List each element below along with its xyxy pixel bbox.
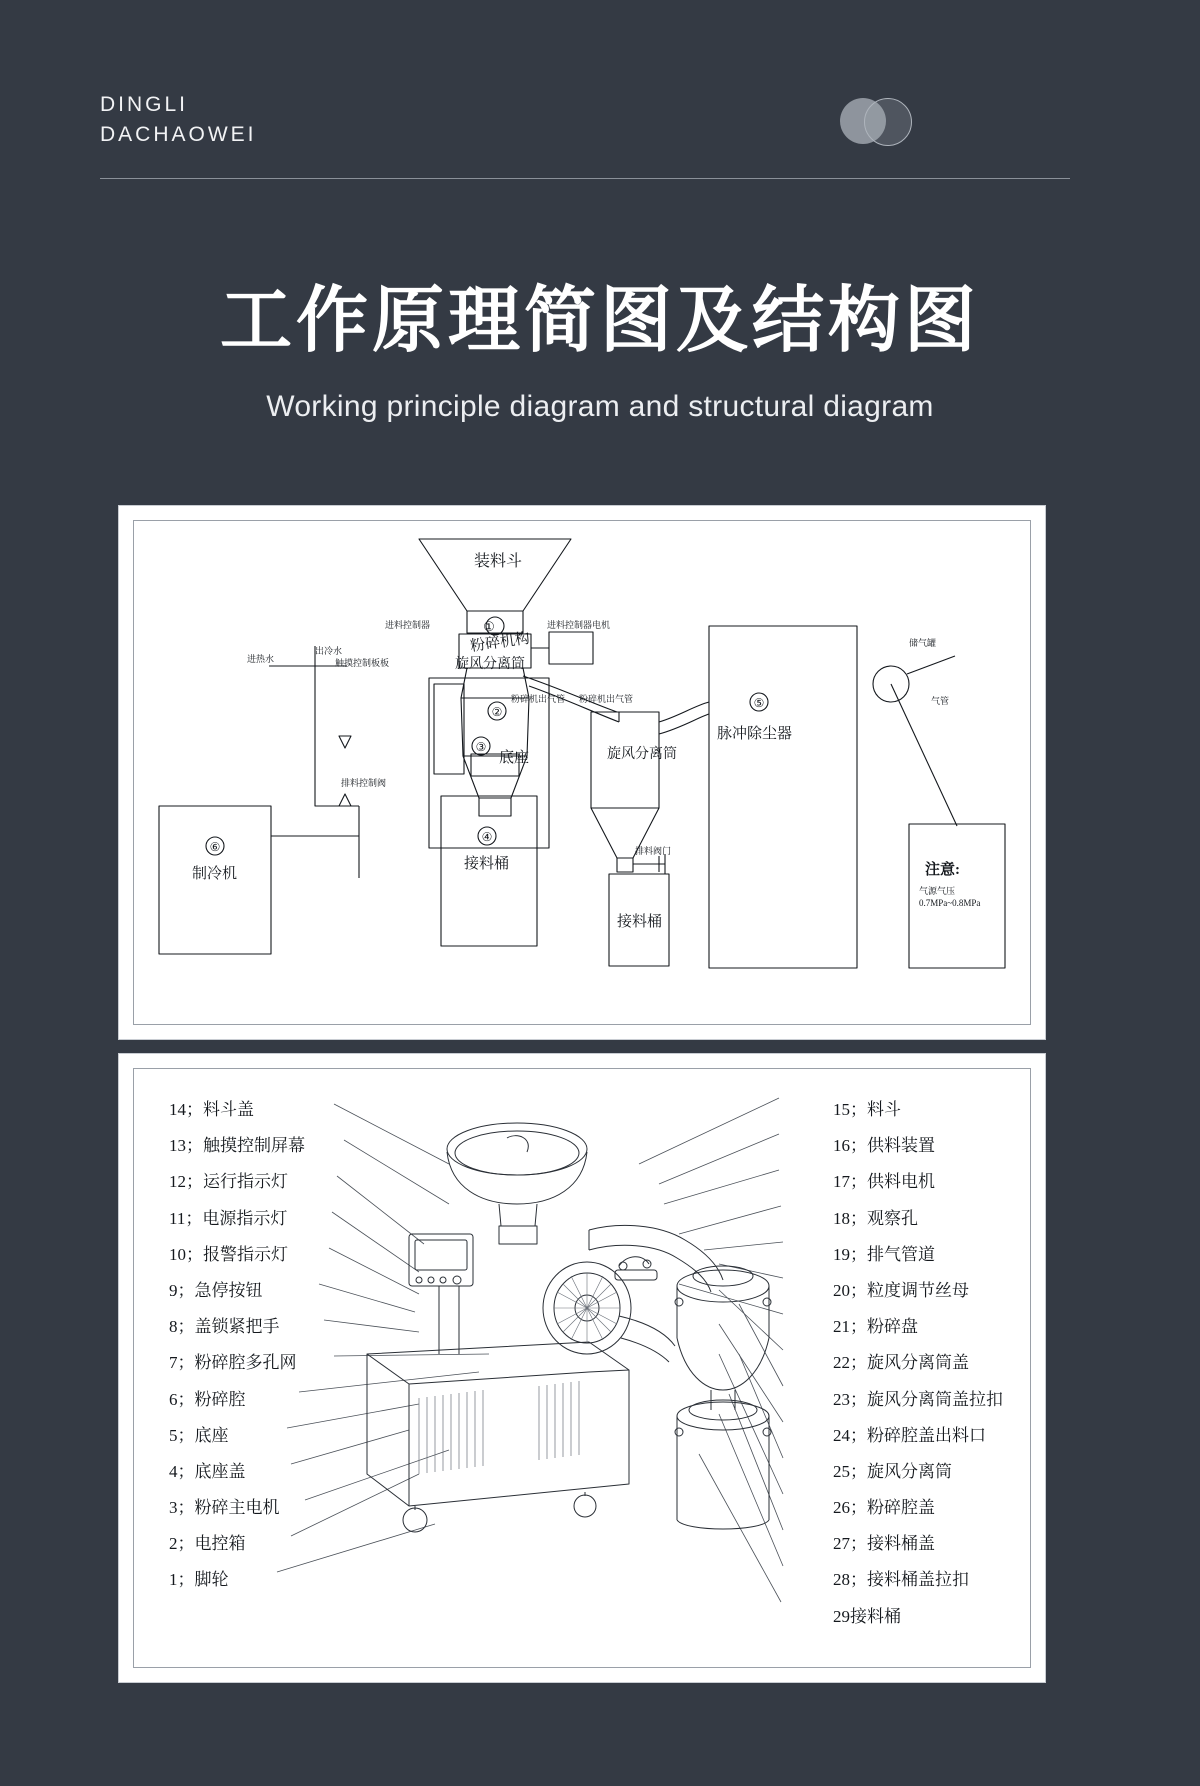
structure-legend-left	[169, 1092, 305, 1599]
list-item: 11；电源指示灯	[169, 1208, 288, 1228]
svg-text:粉碎机出气管: 粉碎机出气管	[511, 694, 566, 704]
list-item: 24；粉碎腔盖出料口	[833, 1425, 986, 1445]
list-item: 14；料斗盖	[169, 1100, 254, 1119]
svg-text:装料斗: 装料斗	[474, 553, 523, 570]
logo-circle-outline	[864, 98, 912, 146]
svg-text:粉碎机出气管: 粉碎机出气管	[579, 694, 634, 704]
list-item: 5；底座	[169, 1425, 229, 1445]
working-principle-schematic	[119, 506, 1045, 1039]
list-item: 21；粉碎盘	[833, 1317, 918, 1337]
svg-text:制冷机: 制冷机	[192, 866, 238, 882]
brand-line-2: DACHAOWEI	[100, 123, 257, 147]
svg-text:⑥: ⑥	[209, 840, 221, 854]
list-item: 26；粉碎腔盖	[833, 1498, 935, 1518]
svg-text:①: ①	[483, 619, 495, 634]
list-item: 29接料桶	[833, 1606, 901, 1626]
svg-text:接料桶: 接料桶	[617, 914, 663, 930]
svg-text:排料阀门: 排料阀门	[635, 846, 672, 856]
list-item: 2；电控箱	[169, 1534, 246, 1554]
page-subtitle: Working principle diagram and structural diagram	[266, 390, 934, 423]
svg-text:粉碎机构: 粉碎机构	[469, 630, 531, 655]
list-item: 23；旋风分离筒盖拉扣	[833, 1389, 1003, 1409]
svg-text:储气罐: 储气罐	[909, 638, 937, 648]
list-item: 25；旋风分离筒	[833, 1461, 952, 1481]
svg-text:0.7MPa~0.8MPa: 0.7MPa~0.8MPa	[919, 898, 981, 908]
svg-text:脉冲除尘器: 脉冲除尘器	[717, 726, 793, 742]
svg-text:④: ④	[481, 830, 493, 844]
list-item: 4；底座盖	[169, 1461, 246, 1481]
header-divider	[100, 178, 1070, 179]
structure-legend-right	[833, 1092, 1003, 1635]
list-item: 22；旋风分离筒盖	[833, 1353, 969, 1373]
list-item: 19；排气管道	[833, 1244, 935, 1264]
svg-text:进料控制器: 进料控制器	[385, 620, 431, 630]
svg-text:③: ③	[475, 740, 487, 754]
list-item: 6；粉碎腔	[169, 1389, 246, 1409]
overlapping-circles-logo-icon	[840, 98, 910, 144]
svg-text:出冷水: 出冷水	[315, 646, 343, 656]
list-item: 20；粒度调节丝母	[833, 1280, 969, 1300]
list-item: 3；粉碎主电机	[169, 1498, 280, 1518]
svg-text:旋风分离筒: 旋风分离筒	[607, 747, 677, 762]
list-item: 13；触摸控制屏幕	[169, 1136, 305, 1156]
svg-text:气管: 气管	[931, 696, 950, 706]
svg-text:进料控制器电机: 进料控制器电机	[547, 620, 611, 630]
list-item: 17；供料电机	[833, 1172, 935, 1192]
svg-text:旋风分离筒: 旋风分离筒	[455, 657, 525, 672]
svg-text:注意:: 注意:	[925, 862, 960, 878]
svg-text:气源气压: 气源气压	[919, 886, 956, 896]
list-item: 28；接料桶盖拉扣	[833, 1570, 969, 1590]
list-item: 1；脚轮	[169, 1570, 229, 1590]
list-item: 16；供料装置	[833, 1136, 935, 1156]
working-principle-panel	[118, 505, 1046, 1040]
svg-text:②: ②	[491, 705, 503, 719]
structure-panel	[118, 1053, 1046, 1683]
list-item: 10；报警指示灯	[169, 1244, 288, 1264]
list-item: 12；运行指示灯	[169, 1172, 288, 1192]
list-item: 7；粉碎腔多孔网	[169, 1353, 297, 1373]
list-item: 9；急停按钮	[169, 1280, 263, 1300]
svg-text:排料控制阀: 排料控制阀	[341, 778, 387, 788]
svg-text:进热水: 进热水	[247, 654, 275, 664]
list-item: 27；接料桶盖	[833, 1534, 935, 1554]
svg-text:⑤: ⑤	[753, 696, 765, 710]
brand-wordmark	[100, 90, 257, 151]
list-item: 18；观察孔	[833, 1208, 918, 1228]
svg-text:触摸控制板板: 触摸控制板板	[335, 658, 390, 668]
brand-line-1: DINGLI	[100, 93, 189, 116]
page-title: 工作原理简图及结构图	[219, 281, 980, 361]
svg-text:底座: 底座	[499, 750, 530, 766]
list-item: 8；盖锁紧把手	[169, 1317, 280, 1337]
list-item: 15；料斗	[833, 1100, 901, 1119]
svg-text:接料桶: 接料桶	[464, 856, 510, 872]
